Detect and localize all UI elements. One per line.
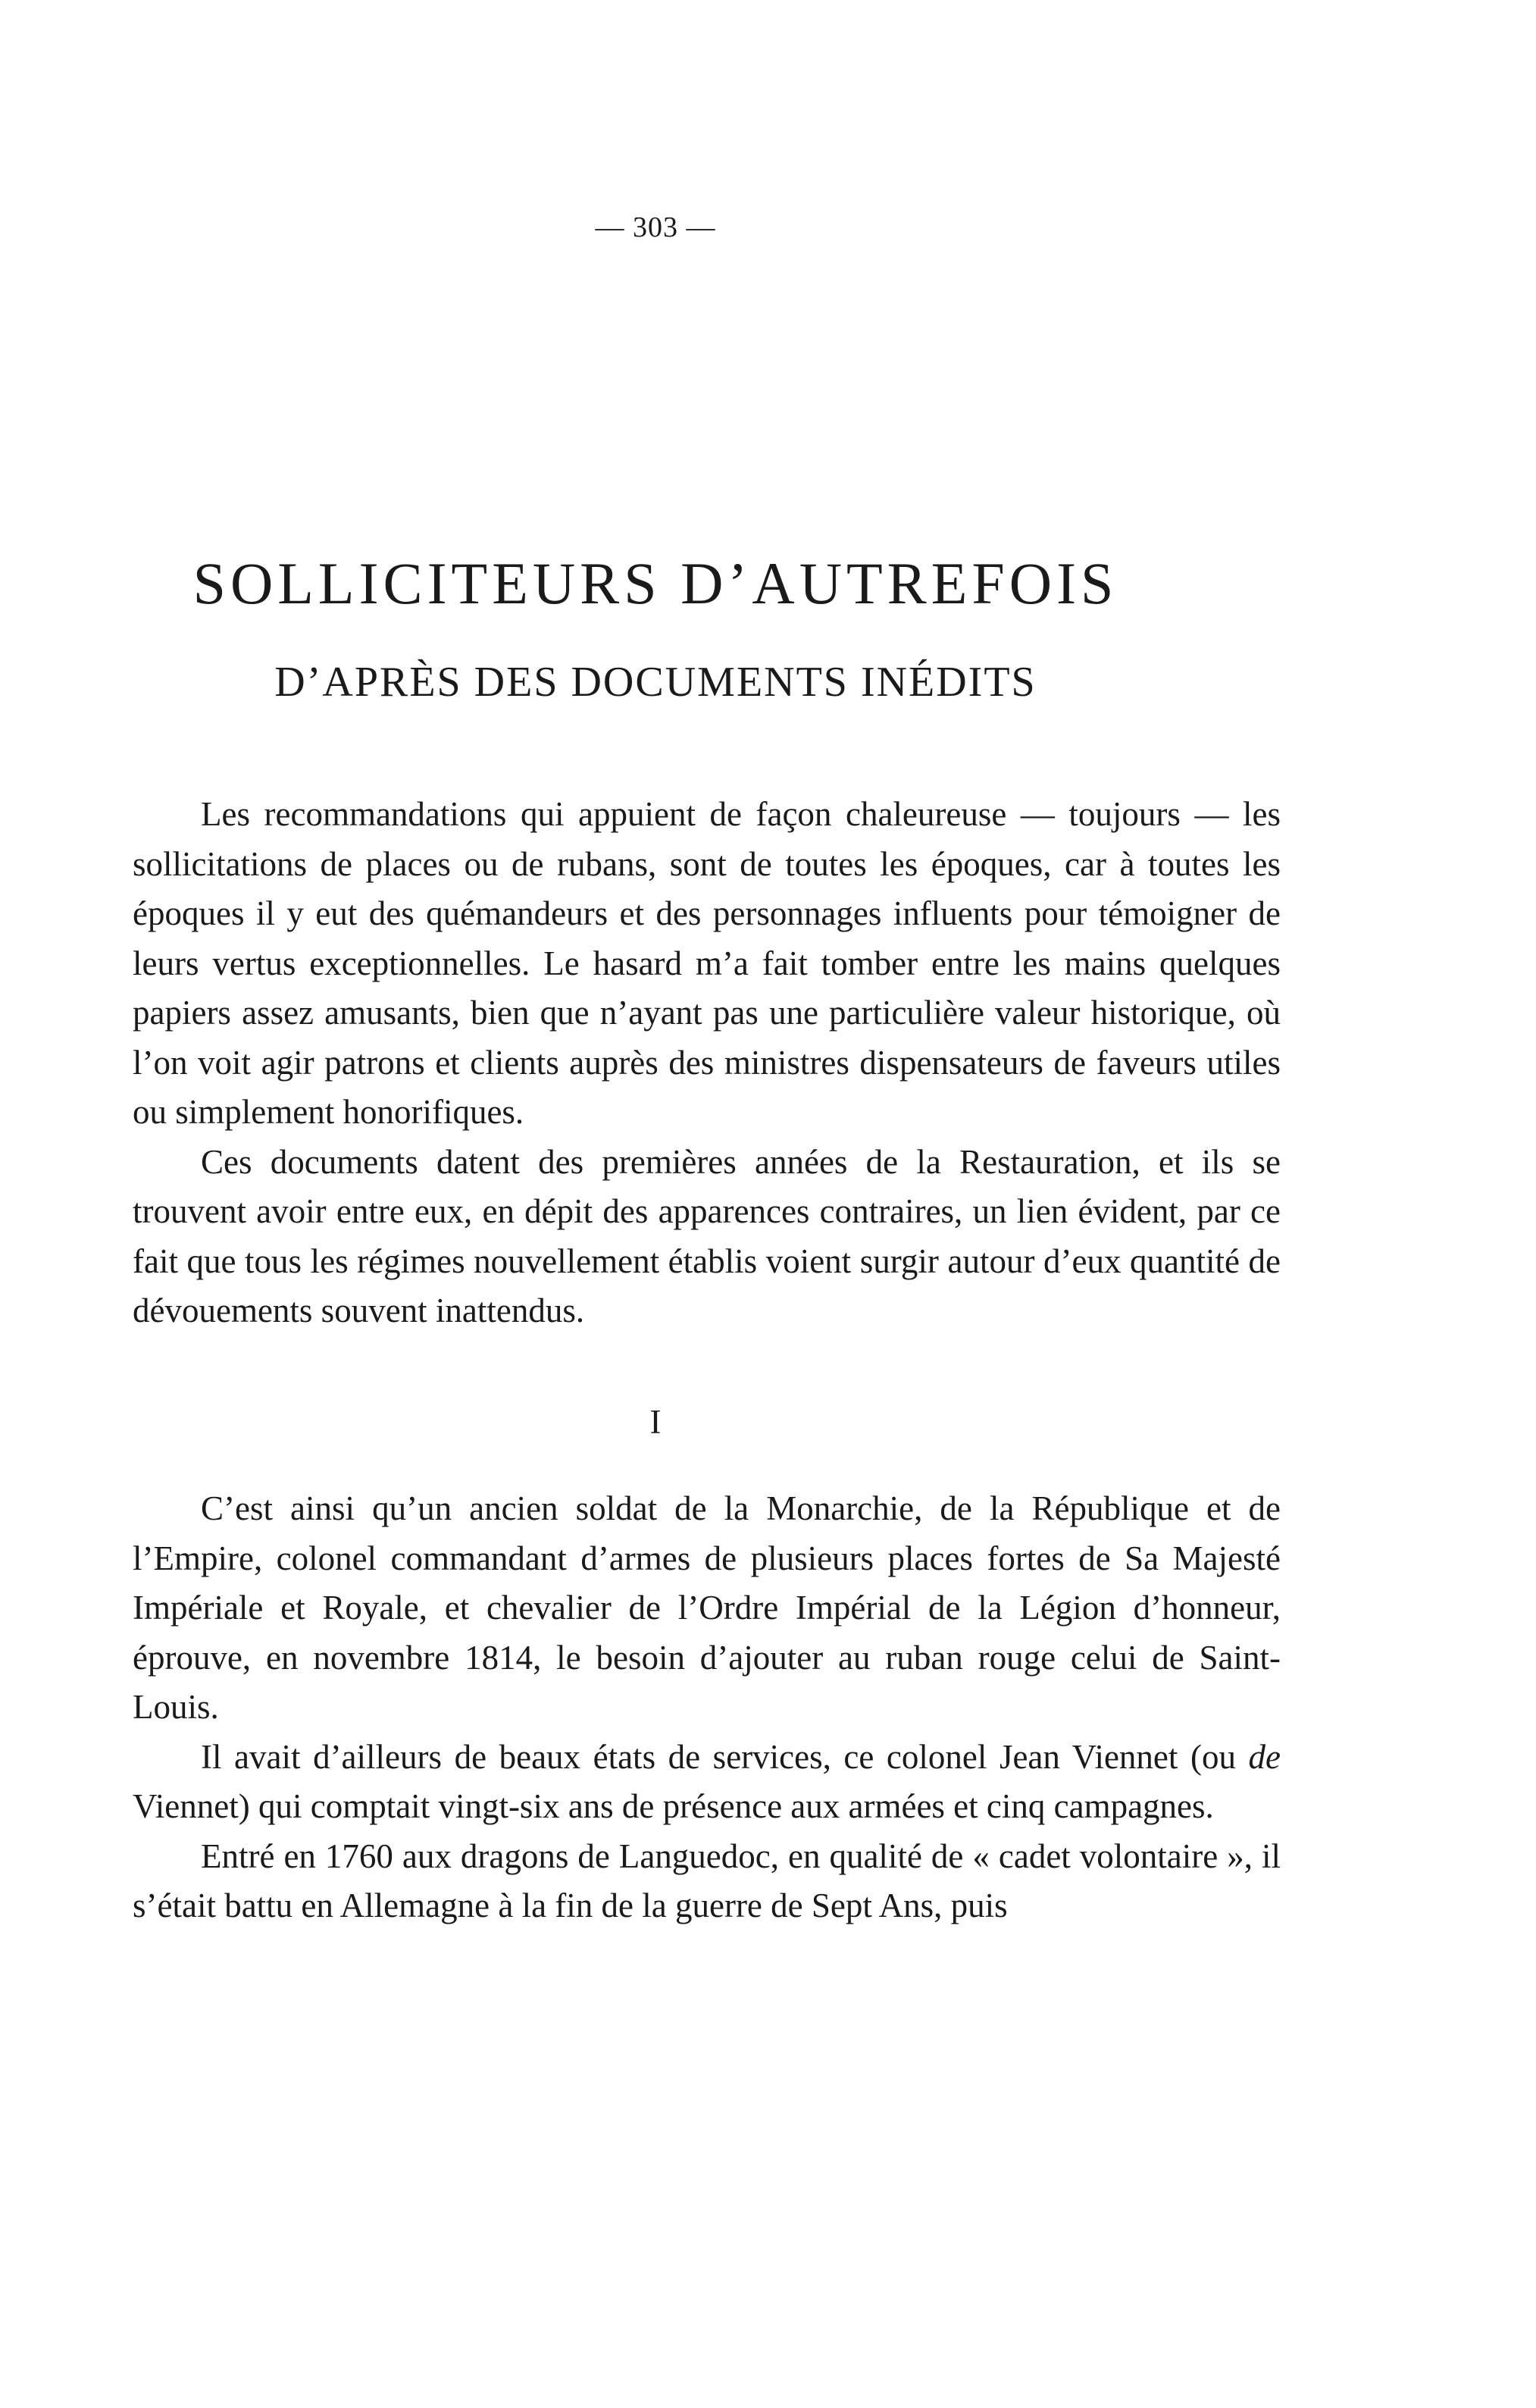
paragraph <box>133 1733 1281 1832</box>
article-subtitle: D’APRÈS DES DOCUMENTS INÉDITS <box>274 659 1037 706</box>
page-number: — 303 — <box>595 211 716 243</box>
paragraph-text: Viennet) qui comptait vingt-six ans de présence aux armées et cinq campagnes. <box>133 1787 1214 1825</box>
italic-particle: de <box>1248 1737 1281 1776</box>
section-heading: I <box>649 1403 662 1441</box>
intro-text <box>133 790 1281 1336</box>
paragraph: Ces documents datent des premières années de la Restauration, et ils se trouvent avoir entre eux, en dépit des apparences contraires, un lien évident, par ce fait que tous les régimes nouvellement établis voient surgir autour d’eux quantité de dévouements souvent inattendus. <box>133 1142 1281 1329</box>
paragraph: Les recommandations qui appuient de façon chaleureuse — toujours — les sollicitations de places ou de rubans, sont de toutes les époques, car à toutes les époques il y eut des quémandeurs et des personnages influents pour témoigner de leurs vertus exceptionnelles. Le hasard m’a fait tomber entre les mains quelques papiers assez amusants, bien que n’ayant pas une particulière valeur historique, où l’on voit agir patrons et clients auprès des ministres dispensateurs de faveurs utiles ou simplement honorifiques. <box>133 795 1281 1131</box>
paragraph: C’est ainsi qu’un ancien soldat de la Monarchie, de la République et de l’Empire, colonel commandant d’armes de plusieurs places fortes de Sa Majesté Impériale et Royale, et chevalier de l’Ordre Impérial de la Légion d’honneur, éprouve, en novembre 1814, le besoin d’ajouter au ruban rouge celui de Saint-Louis. <box>133 1489 1281 1726</box>
section-1-text <box>133 1484 1281 1931</box>
paragraph: Entré en 1760 aux dragons de Languedoc, en qualité de « cadet volontaire », il s’était battu en Allemagne à la fin de la guerre de Sept Ans, puis <box>133 1837 1281 1924</box>
article-title: SOLLICITEURS D’AUTREFOIS <box>192 550 1118 616</box>
paragraph-text: Il avait d’ailleurs de beaux états de services, ce colonel Jean Viennet (ou <box>201 1737 1249 1776</box>
